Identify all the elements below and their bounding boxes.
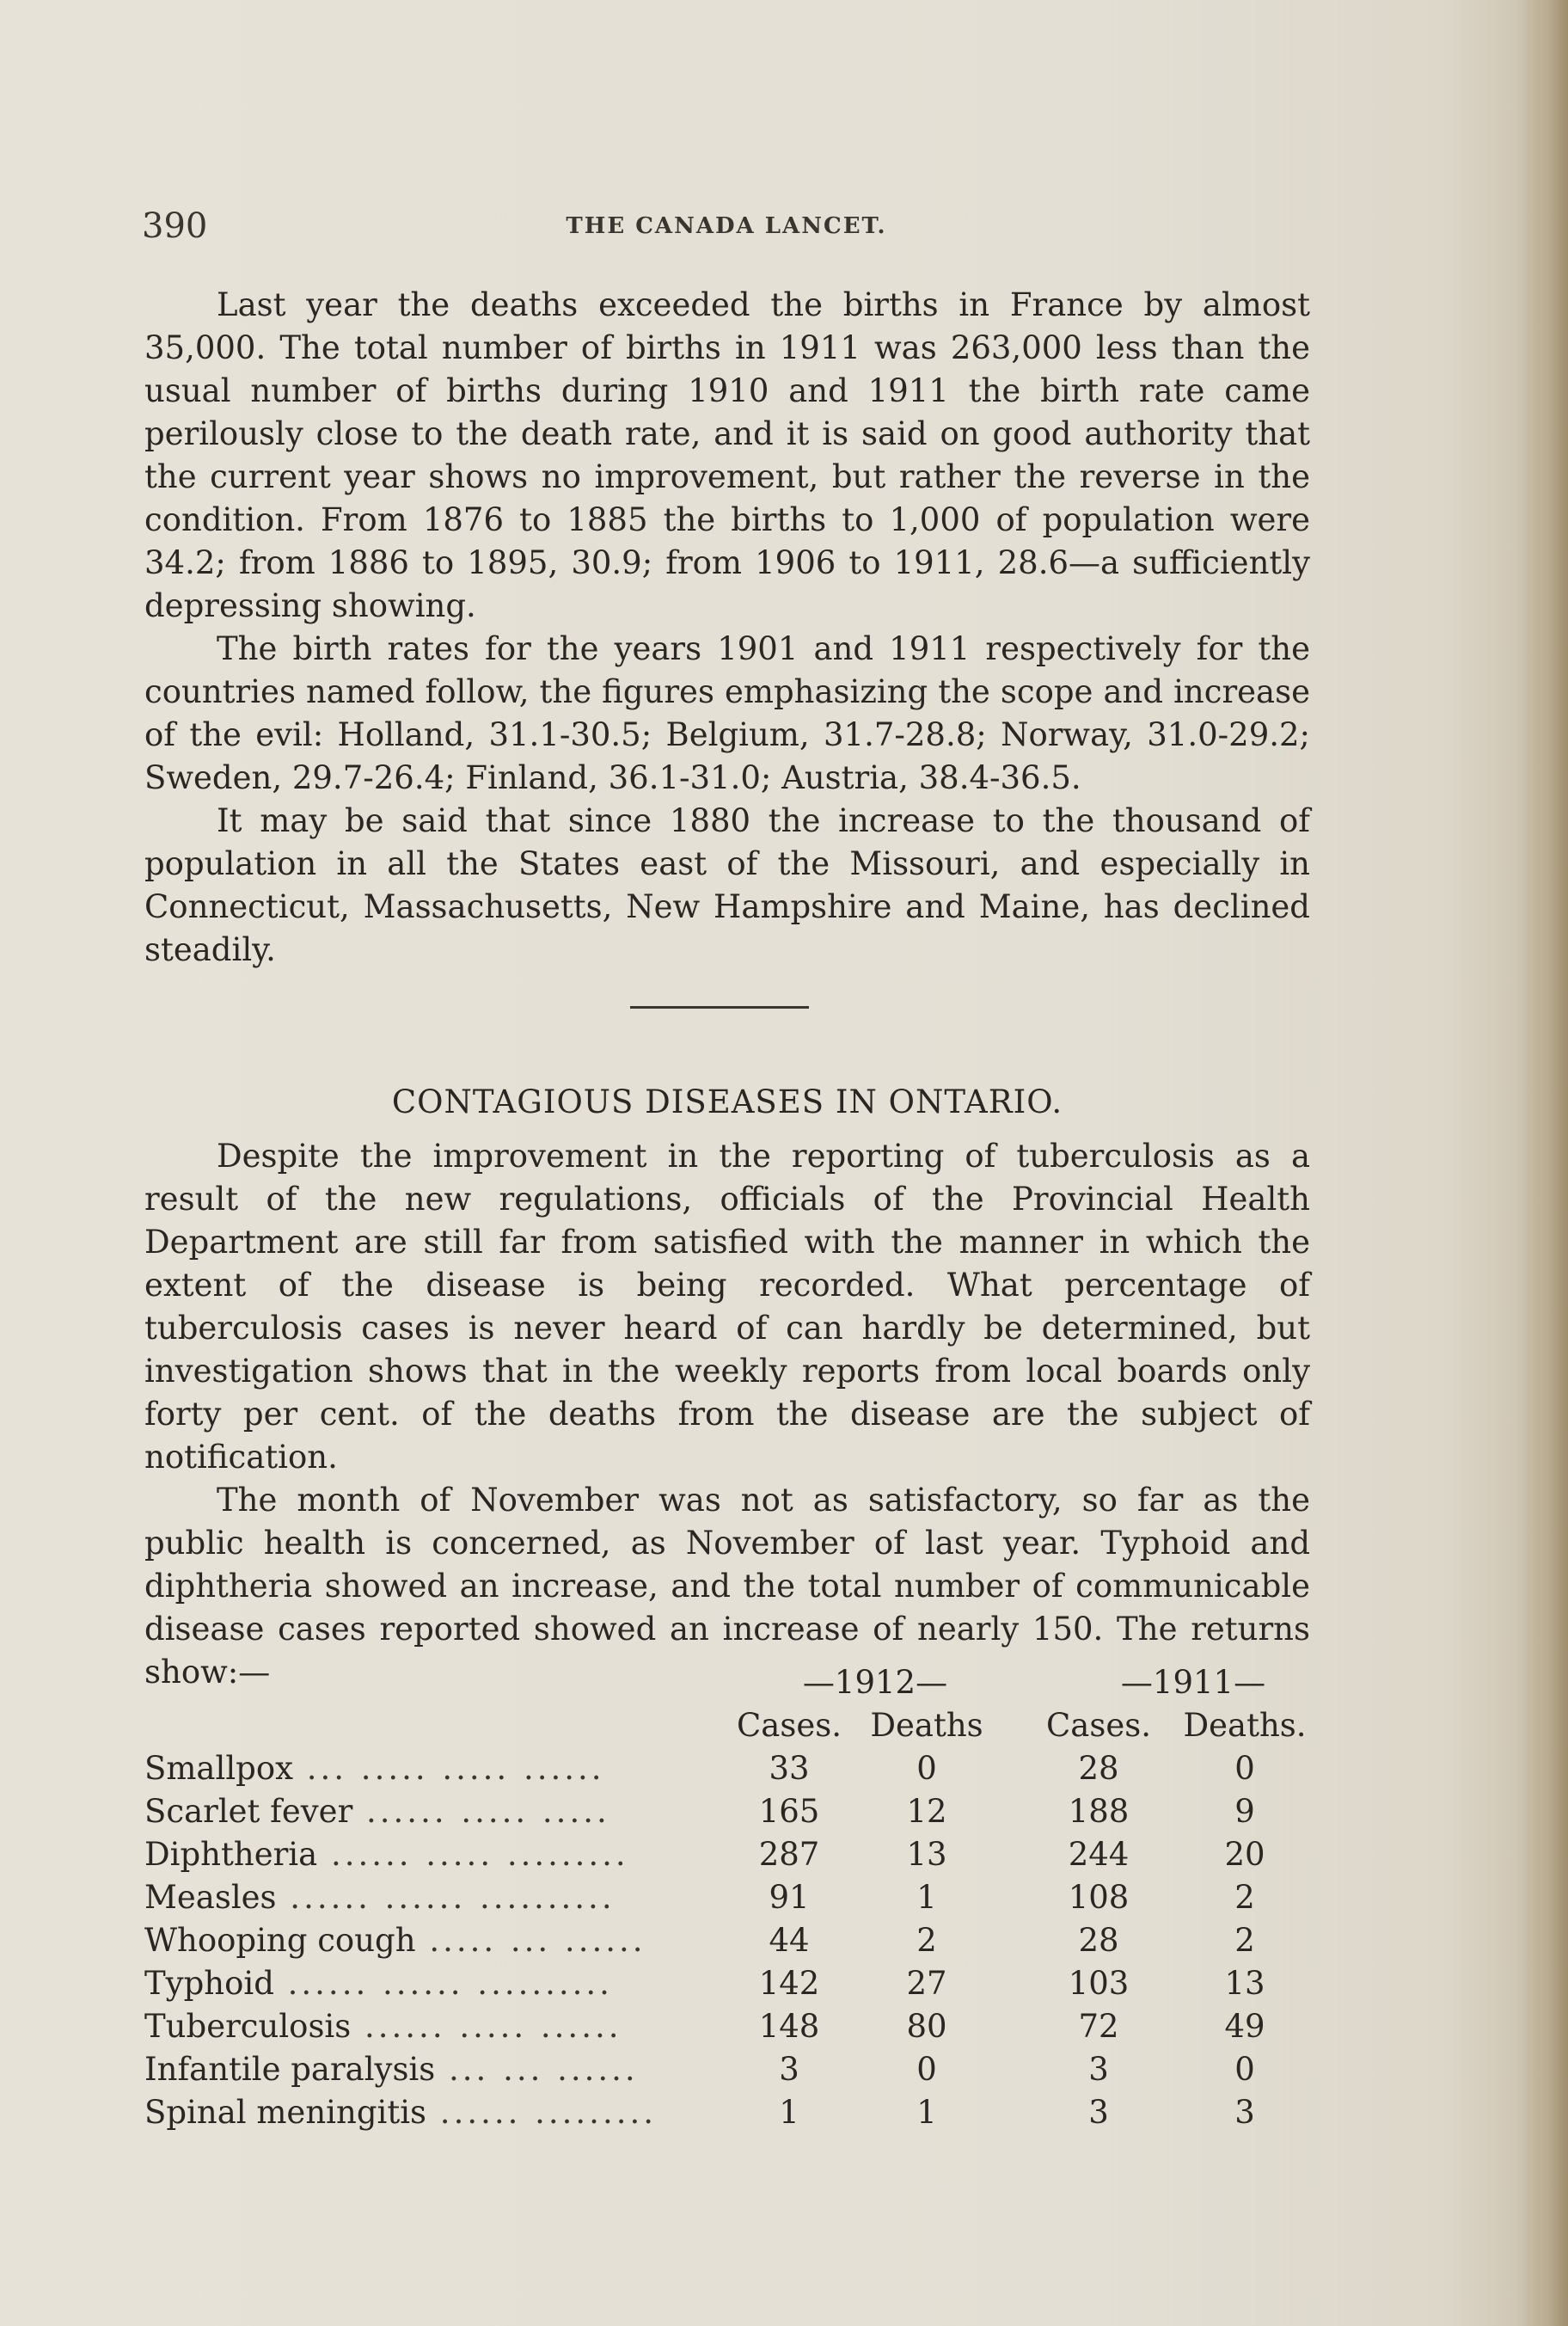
table-row [144,1793,1331,1836]
table-row [144,1750,1331,1793]
deaths-1912: 0 [916,1750,937,1787]
cases-1911: 188 [1068,1793,1130,1830]
deaths-1912: 0 [916,2051,937,2088]
running-head: THE CANADA LANCET. [566,213,887,239]
page-number: 390 [142,206,208,246]
disease-name: Typhoid ...... ...... .......... [144,1965,613,2002]
deaths-1912: 27 [906,1965,947,2002]
cases-1911: 3 [1088,2051,1109,2088]
deaths-1911: 0 [1234,2051,1255,2088]
table-row [144,2051,1331,2094]
deaths-1912: 2 [916,1922,937,1959]
cases-1912: 165 [758,1793,820,1830]
table-row [144,1965,1331,2008]
disease-name: Tuberculosis ...... ..... ...... [144,2008,622,2045]
page-edge-shadow [1516,0,1568,2326]
table-body [144,1750,1331,2137]
deaths-1911: 2 [1234,1879,1255,1916]
dot-leader: ...... ..... ......... [317,1836,629,1873]
deaths-1912: 12 [906,1793,947,1830]
article-birth-rates [144,284,1310,972]
deaths-1912: 1 [916,2094,937,2131]
deaths-1912: 80 [906,2008,947,2045]
cases-1911: 28 [1078,1922,1119,1959]
disease-name: Measles ...... ...... .......... [144,1879,616,1916]
table-row [144,2094,1331,2137]
cases-1911: 103 [1068,1965,1130,2002]
paragraph: It may be said that since 1880 the increase to the thousand of population in all the States east of the Missouri, and especially in Connecticut, Massachusetts, New Hampshire and Maine, has declined steadily. [144,802,1310,968]
cases-1911: 244 [1068,1836,1130,1873]
disease-name: Smallpox ... ..... ..... ...... [144,1750,605,1787]
dot-leader: ... ..... ..... ...... [293,1750,605,1787]
deaths-1911: 13 [1224,1965,1265,2002]
deaths-1911: 9 [1234,1793,1255,1830]
paragraph: Last year the deaths exceeded the births in France by almost 35,000. The total number of births in 1911 was 263,000 less than the usual number of births during 1910 and 1911 the birth rate came perilously close to the death rate, and it is said on good authority that the current year shows no improvement, but rather the reverse in the condition. From 1876 to 1885 the births to 1,000 of population were 34.2; from 1886 to 1895, 30.9; from 1906 to 1911, 28.6—a sufficiently depressing showing. [144,286,1310,624]
article-contagious-diseases [144,1135,1310,1694]
cases-1912: 148 [758,2008,820,2045]
page-header [142,206,1311,249]
deaths-1911: 2 [1234,1922,1255,1959]
table-row [144,1836,1331,1879]
deaths-1912: 13 [906,1836,947,1873]
disease-name: Diphtheria ...... ..... ......... [144,1836,629,1873]
deaths-1911: 49 [1224,2008,1265,2045]
dot-leader: ...... ...... .......... [276,1879,616,1916]
disease-name: Whooping cough ..... ... ...... [144,1922,646,1959]
table-row [144,1922,1331,1965]
cases-1912: 91 [769,1879,810,1916]
table-row [144,1879,1331,1922]
cases-1911: 108 [1068,1879,1130,1916]
section-divider [630,1006,809,1009]
deaths-1911: 0 [1234,1750,1255,1787]
dot-leader: ..... ... ...... [415,1922,646,1959]
disease-name: Scarlet fever ...... ..... ..... [144,1793,610,1830]
cases-1911: 3 [1088,2094,1109,2131]
dot-leader: ... ... ...... [435,2051,639,2088]
section-title: CONTAGIOUS DISEASES IN ONTARIO. [391,1083,1063,1120]
cases-1911: 72 [1078,2008,1119,2045]
paragraph: Despite the improvement in the reporting of tuberculosis as a result of the new regulations, officials of the Provincial Health Department are still far from satisfied with the manner in which the extent of the disease is being recorded. What percentage of tuberculosis cases is never heard of can hardly be determined, but investigation shows that in the weekly reports from local boards only forty per cent. of the deaths from the disease are the subject of notification. [144,1138,1310,1476]
paragraph: The birth rates for the years 1901 and 1911 respectively for the countries named follow, the figures emphasizing the scope and increase of the evil: Holland, 31.1-30.5; Belgium, 31.7-28.8; Norway, 31.0-29.2; Sweden, 29.7-26.4; Finland, 36.1-31.0; Austria, 38.4-36.5. [144,630,1310,796]
year-header-1912: —1912— [802,1664,948,1701]
dot-leader: ...... ...... .......... [273,1965,613,2002]
cases-1912: 142 [758,1965,820,2002]
cases-1912: 3 [779,2051,799,2088]
cases-1912: 33 [769,1750,810,1787]
column-header-deaths-1911: Deaths. [1183,1707,1307,1744]
dot-leader: ...... ..... ..... [352,1793,610,1830]
deaths-1911: 20 [1224,1836,1265,1873]
deaths-1911: 3 [1234,2094,1255,2131]
cases-1912: 287 [758,1836,820,1873]
cases-1912: 44 [769,1922,810,1959]
column-header-deaths-1912: Deaths [870,1707,983,1744]
cases-1912: 1 [779,2094,799,2131]
dot-leader: ...... ..... ...... [351,2008,622,2045]
disease-name: Spinal meningitis ...... ......... [144,2094,657,2131]
year-header-1911: —1911— [1120,1664,1266,1701]
column-header-cases-1912: Cases. [736,1707,842,1744]
table-row [144,2008,1331,2051]
deaths-1912: 1 [916,1879,937,1916]
paragraph: The month of November was not as satisfactory, so far as the public health is concerned, as November of last year. Typhoid and diphtheria showed an increase, and the total number of communicable disease cases reported showed an increase of nearly 150. The returns show:— [144,1482,1310,1691]
dot-leader: ...... ......... [426,2094,657,2131]
column-header-cases-1911: Cases. [1045,1707,1151,1744]
disease-name: Infantile paralysis ... ... ...... [144,2051,639,2088]
cases-1911: 28 [1078,1750,1119,1787]
